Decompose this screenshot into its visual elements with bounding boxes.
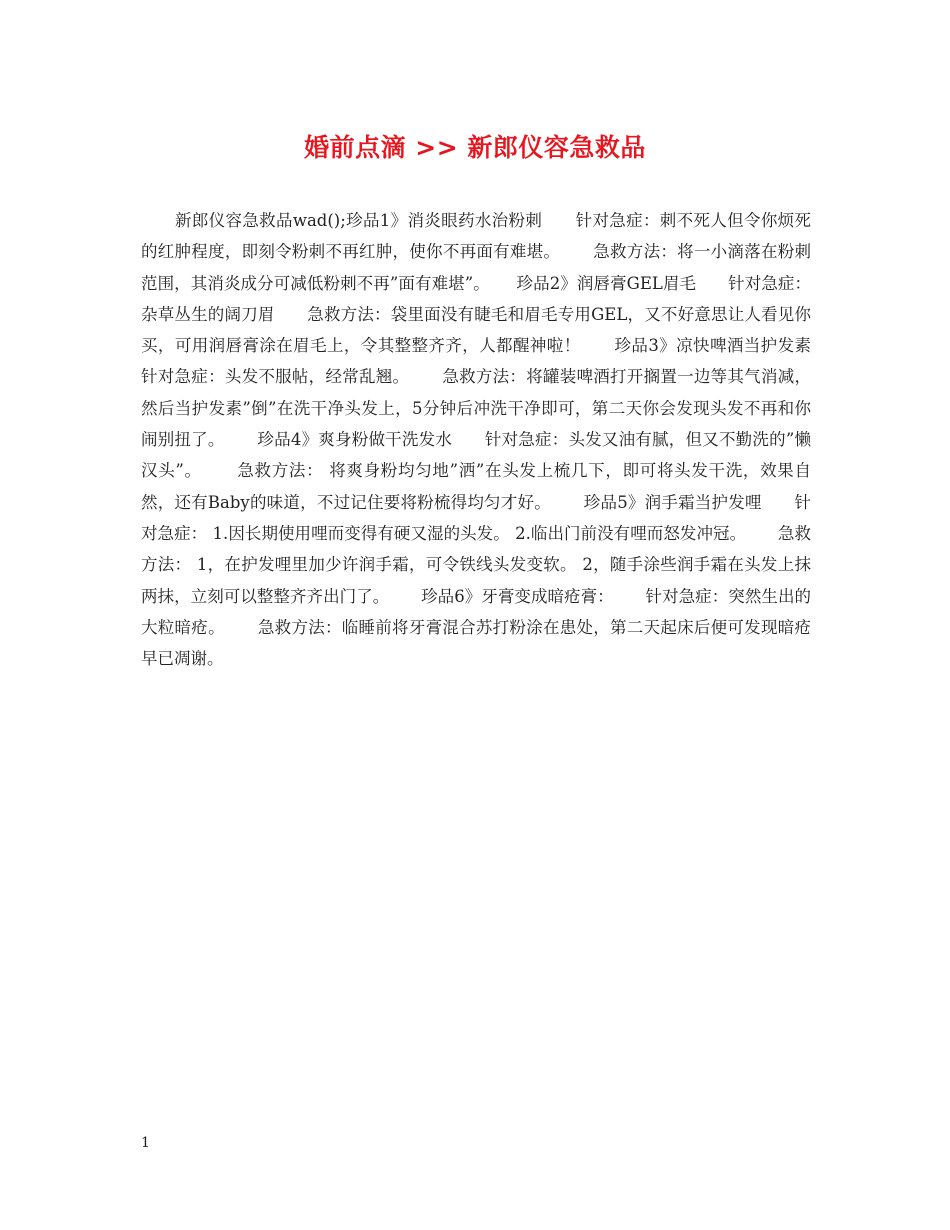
document-body-paragraph: 新郎仪容急救品wad();珍品1》消炎眼药水治粉刺 针对急症：刺不死人但令你烦死的红肿程度，即刻令粉刺不再红肿，使你不再面有难堪。 急救方法：将一小滴落在粉刺范围，其消炎成分可减低粉刺不再”面有难堪”。 珍品2》润唇膏GEL眉毛 针对急症：杂草丛生的阔刀眉 急救方法：袋里面没有睫毛和眉毛专用GEL，又不好意思让人看见你买，可用润唇膏涂在眉毛上，令其整整齐齐，人都醒神啦！ 珍品3》凉快啤酒当护发素 针对急症：头发不服帖，经常乱翘。 急救方法：将罐装啤酒打开搁置一边等其气消减，然后当护发素”倒”在洗干净头发上，5分钟后冲洗干净即可，第二天你会发现头发不再和你闹别扭了。 珍品4》爽身粉做干洗发水 针对急症：头发又油有腻，但又不勤洗的”懒汉头”。 急救方法： 将爽身粉均匀地”洒”在头发上梳几下，即可将头发干洗，效果自然，还有Baby的味道，不过记住要将粉梳得均匀才好。 珍品5》润手霜当护发哩 针对急症： 1.因长期使用哩而变得有硬又湿的头发。 2.临出门前没有哩而怒发冲冠。 急救方法： 1，在护发哩里加少许润手霜，可令铁线头发变软。 2，随手涂些润手霜在头发上抹两抹，立刻可以整整齐齐出门了。 珍品6》牙膏变成暗疮膏： 针对急症：突然生出的大粒暗疮。 急救方法：临睡前将牙膏混合苏打粉涂在患处，第二天起床后便可发现暗疮早已凋谢。: [141, 211, 843, 669]
page-number: 1: [141, 1135, 150, 1151]
document-title: 婚前点滴 >> 新郎仪容急救品: [304, 133, 646, 162]
